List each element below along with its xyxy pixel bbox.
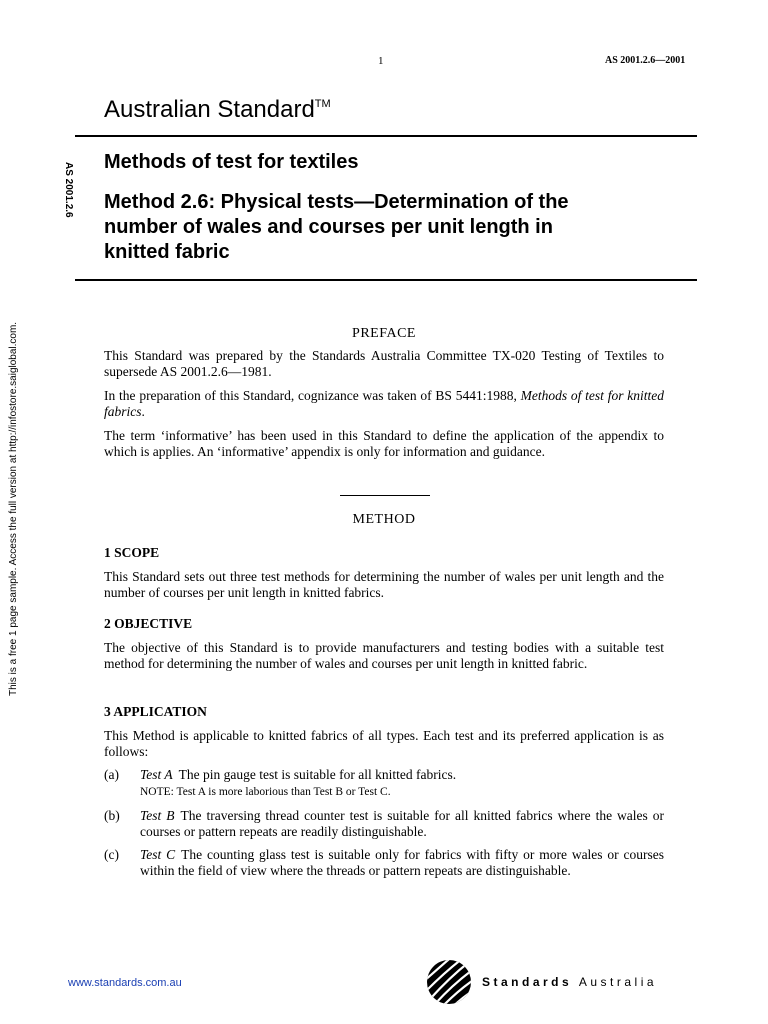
test-name: Test C bbox=[140, 847, 176, 862]
preface-p2-text: In the preparation of this Standard, cognizance was taken of BS 5441:1988, bbox=[104, 388, 521, 403]
standard-reference: AS 2001.2.6—2001 bbox=[605, 55, 686, 66]
logo-word-standards: Standards bbox=[482, 975, 573, 989]
section-divider bbox=[340, 495, 430, 496]
list-item-label: (a) bbox=[104, 767, 119, 782]
trademark-mark: TM bbox=[314, 98, 331, 110]
list-item bbox=[140, 808, 664, 839]
title-bottom-rule bbox=[75, 279, 697, 281]
list-item-label: (b) bbox=[104, 808, 120, 823]
preface-paragraph-3: The term ‘informative’ has been used in this Standard to define the application of the appendix to which is applies. An ‘informative’ appendix is only for information and guidance. bbox=[104, 428, 664, 459]
page-number: 1 bbox=[378, 55, 384, 67]
application-heading: 3 APPLICATION bbox=[104, 704, 207, 719]
scope-heading: 1 SCOPE bbox=[104, 545, 160, 560]
top-rule bbox=[75, 135, 697, 137]
method-title-line-1: Method 2.6: Physical tests—Determination of the bbox=[104, 191, 569, 213]
website-link[interactable]: www.standards.com.au bbox=[68, 977, 182, 989]
sample-access-note: This is a free 1 page sample. Access the full version at http://infostore.saiglobal.com. bbox=[8, 321, 19, 696]
objective-heading: 2 OBJECTIVE bbox=[104, 616, 193, 631]
logo-wordmark bbox=[482, 975, 657, 989]
test-description: The traversing thread counter test is suitable for all knitted fabrics where the wales or courses or pattern repeats are readily distinguishable. bbox=[140, 808, 664, 839]
preface-paragraph-1: This Standard was prepared by the Standards Australia Committee TX-020 Testing of Textiles to supersede AS 2001.2.6—1981. bbox=[104, 348, 664, 379]
method-title bbox=[104, 190, 684, 265]
list-item bbox=[140, 847, 664, 878]
test-name: Test B bbox=[140, 808, 175, 823]
objective-text: The objective of this Standard is to provide manufacturers and testing bodies with a suitable test method for determining the number of wales and courses per unit length in knitted fabric. bbox=[104, 640, 664, 671]
application-text: This Method is applicable to knitted fabrics of all types. Each test and its preferred application is as follows: bbox=[104, 728, 664, 759]
cited-publication-title: Methods of test for knitted fabrics bbox=[104, 388, 664, 419]
series-title: Methods of test for textiles bbox=[104, 151, 359, 173]
method-title-line-2: number of wales and courses per unit length in bbox=[104, 216, 553, 238]
method-title-line-3: knitted fabric bbox=[104, 241, 230, 263]
test-description: The counting glass test is suitable only for fabrics with fifty or more wales or courses within the field of view where the threads or pattern repeats are distinguishable. bbox=[140, 847, 664, 878]
scope-text: This Standard sets out three test methods for determining the number of wales per unit length and the number of courses per unit length in knitted fabrics. bbox=[104, 569, 664, 600]
list-item-label: (c) bbox=[104, 847, 119, 862]
test-description: The pin gauge test is suitable for all knitted fabrics. bbox=[178, 767, 457, 782]
list-item bbox=[140, 767, 664, 783]
brand-title bbox=[104, 96, 331, 124]
standards-australia-logo bbox=[425, 958, 705, 1006]
preface-p2-end: . bbox=[141, 403, 145, 419]
side-standard-code: AS 2001.2.6 bbox=[63, 162, 74, 218]
test-note: NOTE: Test A is more laborious than Test B or Test C. bbox=[140, 786, 391, 798]
preface-heading: PREFACE bbox=[352, 326, 416, 341]
preface-paragraph-2 bbox=[104, 388, 664, 419]
brand-name: Australian Standard bbox=[104, 96, 315, 123]
globe-logo-icon bbox=[425, 958, 477, 1006]
logo-word-australia: Australia bbox=[578, 975, 658, 989]
test-name: Test A bbox=[140, 767, 173, 782]
method-heading: METHOD bbox=[352, 512, 416, 527]
